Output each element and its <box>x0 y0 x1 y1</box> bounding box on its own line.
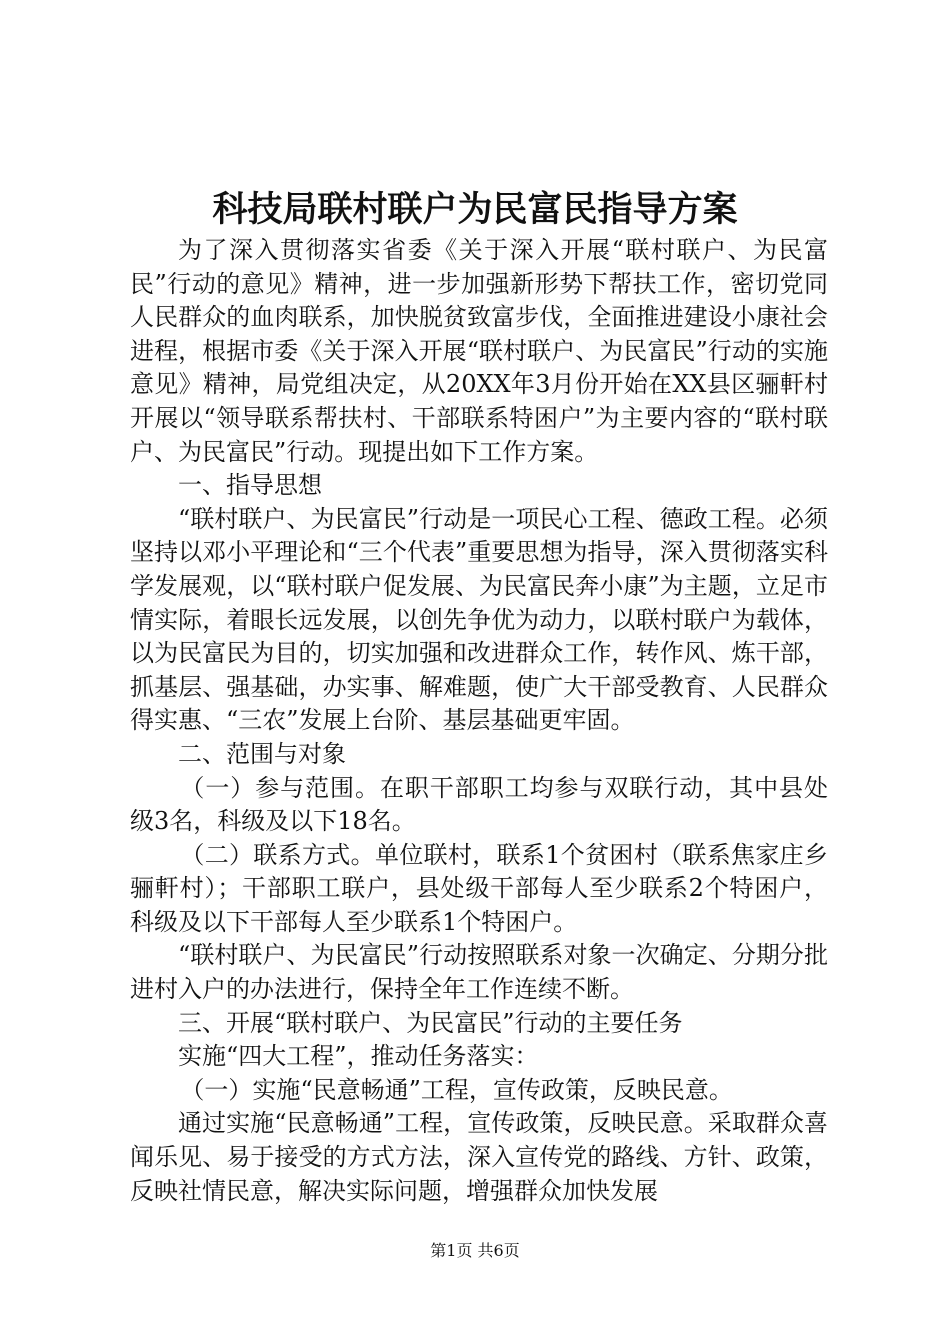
heading-scope-and-targets: 二、范围与对象 <box>178 739 346 768</box>
paragraph-contact-method: （二）联系方式。单位联村，联系1个贫困村（联系焦家庄乡骊軒村）；干部职工联户，县处级干部每人至少联系2个特困户，科级及以下干部每人至少联系1个特困户。 <box>130 840 828 936</box>
heading-guiding-ideology: 一、指导思想 <box>178 471 322 500</box>
document-body <box>130 234 828 1208</box>
paragraph-participation-scope: （一）参与范围。在职干部职工均参与双联行动，其中县处级3名，科级及以下18名。 <box>130 773 828 836</box>
page-footer: 第1页 共6页 <box>430 1241 520 1260</box>
paragraph-guiding-ideology: “联村联户、为民富民”行动是一项民心工程、德政工程。必须坚持以邓小平理论和“三个代表”重要思想为指导，深入贯彻落实科学发展观，以“联村联户促发展、为民富民奔小康”为主题，立足市情实际，着眼长远发展，以创先争优为动力，以联村联户为载体，以为民富民为目的，切实加强和改进群众工作，转作风、炼干部，抓基层、强基础，办实事、解难题，使广大干部受教育、人民群众得实惠、“三农”发展上台阶、基层基础更牢固。 <box>130 504 828 735</box>
heading-main-tasks: 三、开展“联村联户、为民富民”行动的主要任务 <box>178 1008 683 1037</box>
paragraph-intro: 为了深入贯彻落实省委《关于深入开展“联村联户、为民富民”行动的意见》精神，进一步加强新形势下帮扶工作，密切党同人民群众的血肉联系，加快脱贫致富步伐，全面推进建设小康社会进程，根据市委《关于深入开展“联村联户、为民富民”行动的实施意见》精神，局党组决定，从20XX年3月份开始在XX县区骊軒村开展以“领导联系帮扶村、干部联系特困户”为主要内容的“联村联户、为民富民”行动。现提出如下工作方案。 <box>130 236 828 466</box>
document-title: 科技局联村联户为民富民指导方案 <box>212 189 738 230</box>
paragraph-contact-schedule: “联村联户、为民富民”行动按照联系对象一次确定、分期分批进村入户的办法进行，保持全年工作连续不断。 <box>130 941 828 1004</box>
paragraph-public-opinion-project: 通过实施“民意畅通”工程，宣传政策，反映民意。采取群众喜闻乐见、易于接受的方式方法，深入宣传党的路线、方针、政策，反映社情民意，解决实际问题，增强群众加快发展 <box>130 1109 828 1205</box>
paragraph-four-projects: 实施“四大工程”，推动任务落实： <box>178 1042 539 1071</box>
subheading-public-opinion-project: （一）实施“民意畅通”工程，宣传政策，反映民意。 <box>180 1075 733 1104</box>
